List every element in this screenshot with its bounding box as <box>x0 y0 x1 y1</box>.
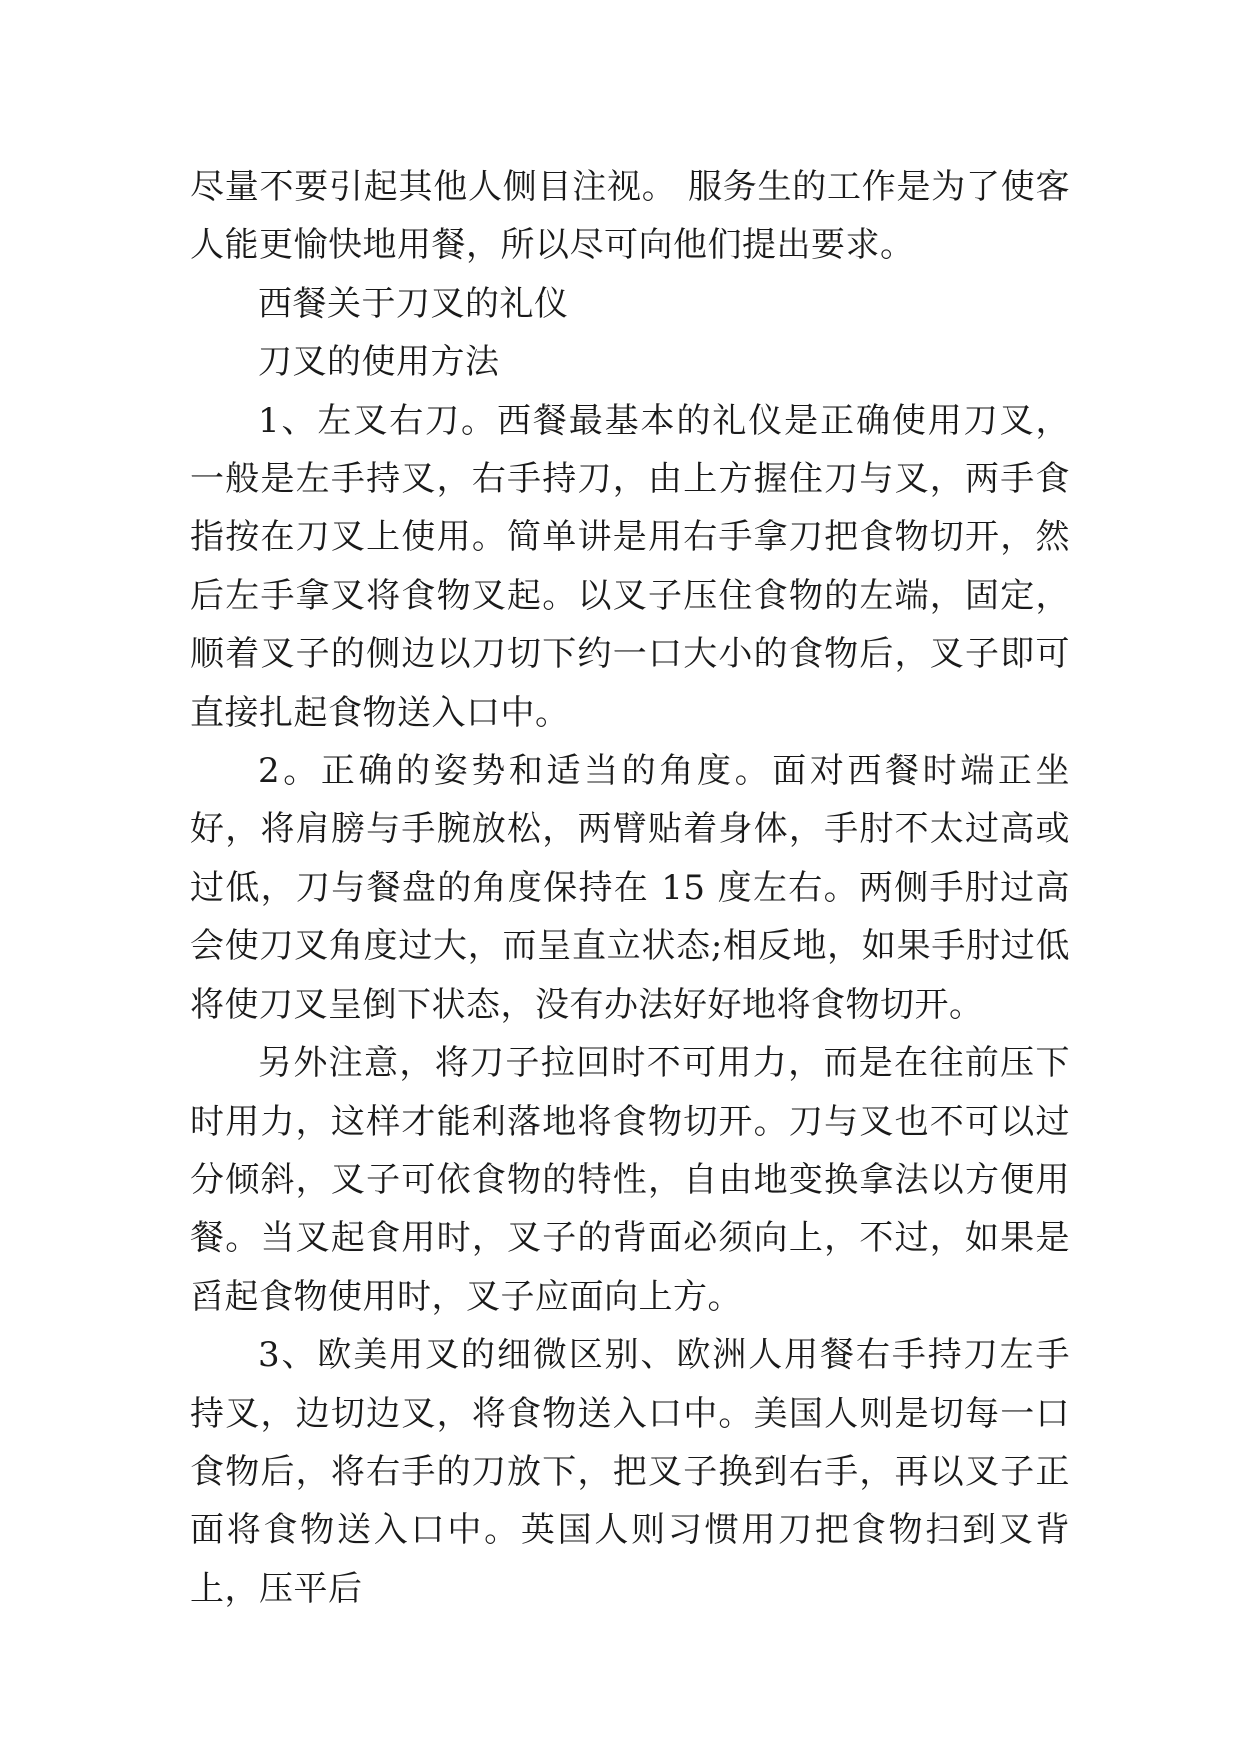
paragraph-euro-american-differences: 3、欧美用叉的细微区别、欧洲人用餐右手持刀左手持叉，边切边叉，将食物送入口中。美国人则是切每一口食物后，将右手的刀放下，把叉子换到右手，再以叉子正面将食物送入口中。英国人则习惯用刀把食物扫到叉背上，压平后 <box>190 1335 1070 1609</box>
paragraph-continuation: 尽量不要引起其他人侧目注视。 服务生的工作是为了使客人能更愉快地用餐，所以尽可向他们提出要求。 <box>190 167 1070 266</box>
document-body <box>190 158 1070 1618</box>
subheading-usage-method: 刀叉的使用方法 <box>258 342 500 383</box>
paragraph-left-fork-right-knife: 1、左叉右刀。西餐最基本的礼仪是正确使用刀叉，一般是左手持叉，右手持刀，由上方握住刀与叉，两手食指按在刀叉上使用。简单讲是用右手拿刀把食物切开，然后左手拿叉将食物叉起。以叉子压住食物的左端，固定，顺着叉子的侧边以刀切下约一口大小的食物后，叉子即可直接扎起食物送入口中。 <box>190 400 1070 733</box>
paragraph-additional-notes: 另外注意，将刀子拉回时不可用力，而是在往前压下时用力，这样才能利落地将食物切开。刀与叉也不可以过分倾斜，叉子可依食物的特性，自由地变换拿法以方便用餐。当叉起食用时，叉子的背面必须向上，不过，如果是舀起食物使用时，叉子应面向上方。 <box>190 1043 1070 1317</box>
paragraph-posture-angle: 2。正确的姿势和适当的角度。面对西餐时端正坐好，将肩膀与手腕放松，两臂贴着身体，手肘不太过高或过低，刀与餐盘的角度保持在 15 度左右。两侧手肘过高会使刀叉角度过大，而呈直立状态;相反地，如果手肘过低将使刀叉呈倒下状态，没有办法好好地将食物切开。 <box>190 751 1070 1025</box>
section-heading-knife-fork-etiquette: 西餐关于刀叉的礼仪 <box>258 283 569 324</box>
